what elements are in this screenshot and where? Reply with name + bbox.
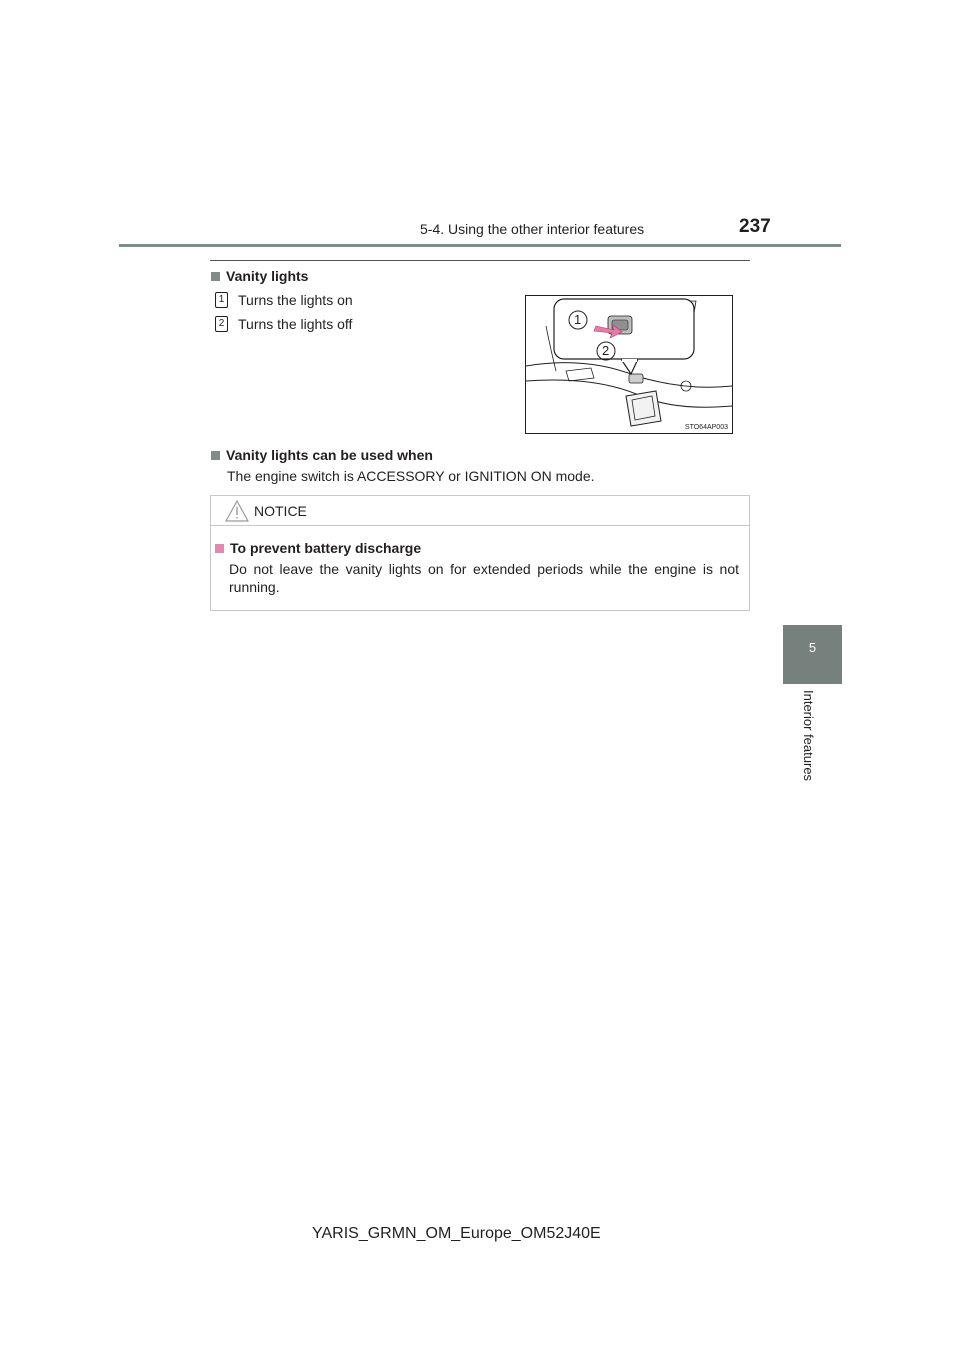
usage-heading-text: Vanity lights can be used when — [226, 447, 433, 463]
figure-code: STO64AP003 — [684, 424, 728, 431]
usage-body: The engine switch is ACCESSORY or IGNITION ON mode. — [227, 468, 595, 484]
step-text: Turns the lights off — [238, 316, 353, 332]
chapter-number: 5 — [808, 640, 817, 655]
chapter-label: Interior features — [801, 690, 816, 782]
heading-square-icon — [211, 451, 220, 460]
heading-square-icon — [211, 272, 220, 281]
section-title: 5-4. Using the other interior features — [420, 221, 645, 237]
step-text: Turns the lights on — [238, 292, 353, 308]
notice-body: Do not leave the vanity lights on for extended periods while the engine is not running. — [229, 561, 739, 595]
callout-2: 2 — [602, 343, 610, 358]
step-item — [215, 316, 352, 332]
notice-header — [211, 496, 749, 526]
header-rule — [119, 244, 841, 247]
heading-square-icon — [215, 544, 224, 553]
notice-title: NOTICE — [254, 503, 307, 519]
callout-1: 1 — [574, 312, 582, 327]
content-divider — [210, 260, 750, 261]
step-number-badge: 2 — [215, 316, 228, 332]
warning-triangle-icon — [225, 500, 249, 522]
page-number: 237 — [739, 216, 771, 237]
notice-heading — [215, 540, 421, 556]
vanity-light-illustration — [525, 295, 733, 434]
document-id: YARIS_GRMN_OM_Europe_OM52J40E — [312, 1225, 601, 1242]
usage-heading — [211, 447, 433, 463]
notice-box — [210, 495, 750, 611]
notice-heading-text: To prevent battery discharge — [230, 540, 422, 556]
vanity-lights-heading-text: Vanity lights — [226, 268, 309, 284]
vanity-lights-heading — [211, 268, 308, 284]
callout-circles — [526, 296, 732, 433]
step-number-badge: 1 — [215, 292, 228, 308]
step-item — [215, 292, 353, 308]
